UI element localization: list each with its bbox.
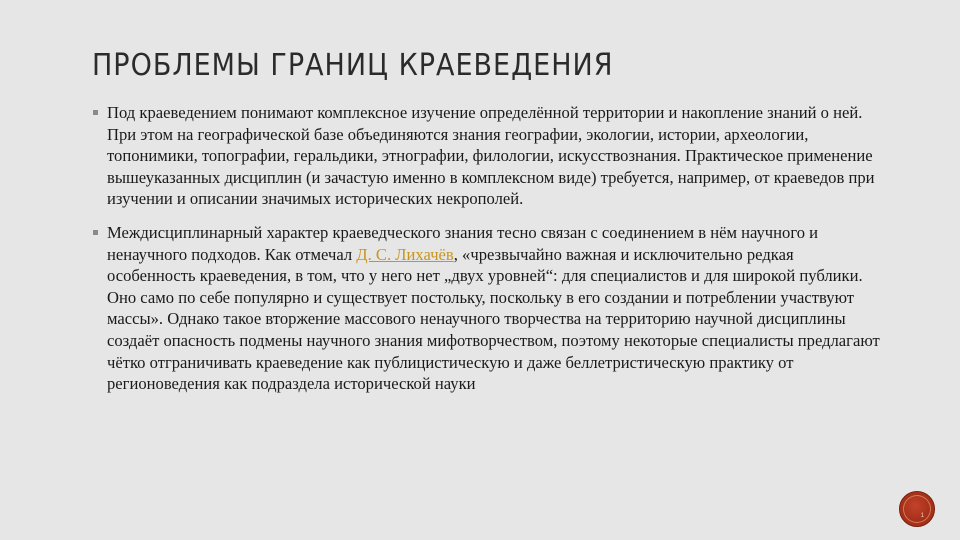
bullet-item: [92, 102, 882, 210]
slide-number: 1: [920, 513, 924, 519]
bullet-text: Под краеведением понимают комплексное изучение определённой территории и накопление знаний о ней. При этом на географической базе объединяются знания географии, экологии, истории, археологии, топонимики, топографии, геральдики, этнографии, филологии, искусствознания. Практическое применение вышеуказанных дисциплин (и зачастую именно в комплексном виде) требуется, например, от краеведов при изучении и описании значимых исторических некрополей.: [107, 103, 875, 209]
bullet-square-icon: [93, 110, 98, 115]
slide-title: ПРОБЛЕМЫ ГРАНИЦ КРАЕВЕДЕНИЯ: [92, 48, 614, 83]
likhachev-link[interactable]: Д. С. Лихачёв: [356, 244, 454, 264]
slide-number-badge: [899, 491, 935, 527]
bullet-text-after: , «чрезвычайно важная и исключительно редкая особенность краеведения, в том, что у него нет „двух уровней“: для специалистов и для широкой публики. Оно само по себе популярно и существует постольку, поскольку в его создании и потреблении участвуют массы». Однако такое вторжение массового ненаучного творчества на территорию научной дисциплины создаёт опасность подмены научного знания мифотворчеством, поэтому некоторые специалисты предлагают чётко отграничивать краеведение как публицистическую и даже беллетристическую практику от регионоведения как подраздела исторической науки: [107, 244, 880, 394]
slide-content: [92, 102, 882, 395]
bullet-square-icon: [93, 230, 98, 235]
bullet-text-before: Междисциплинарный характер краеведческого знания тесно связан с соединением в нём научного и ненаучного подходов. Как отмечал: [107, 222, 819, 264]
bullet-item: [92, 222, 882, 395]
